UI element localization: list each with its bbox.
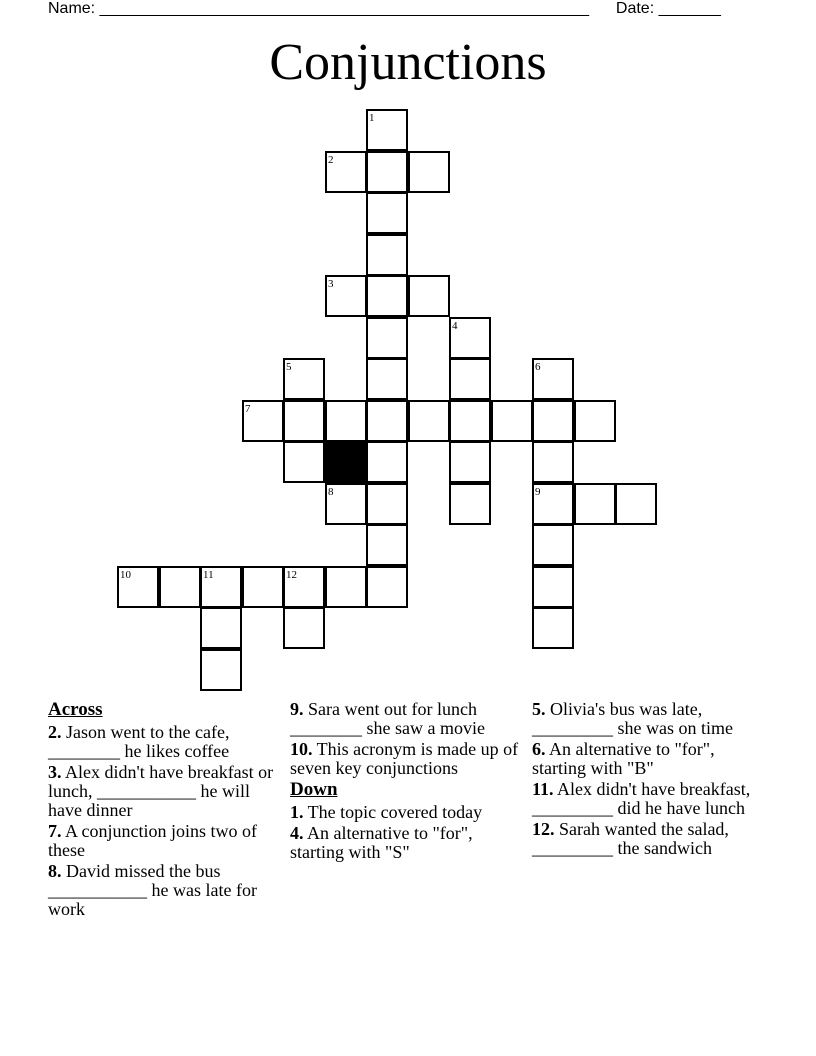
clue-number: 8. [48, 861, 62, 881]
clue [290, 803, 522, 822]
grid-cell[interactable] [408, 151, 450, 193]
grid-cell[interactable] [200, 607, 242, 649]
grid-cell[interactable] [200, 649, 242, 691]
grid-cell[interactable] [408, 275, 450, 317]
clue [48, 822, 276, 860]
grid-cell[interactable] [366, 483, 408, 525]
grid-cell[interactable] [532, 400, 574, 442]
grid-cell[interactable] [449, 483, 491, 525]
clue-text: Jason went to the cafe, ________ he likes coffee [48, 722, 230, 761]
grid-cell[interactable] [366, 234, 408, 276]
grid-cell[interactable] [366, 358, 408, 400]
clue-text: David missed the bus ___________ he was late for work [48, 861, 257, 919]
grid-cell[interactable] [532, 524, 574, 566]
grid-cell[interactable] [325, 566, 367, 608]
down-heading: Down [290, 779, 338, 800]
clue-number: 1 [369, 112, 375, 124]
date-label: Date: [615, 0, 659, 17]
clue-number: 8 [328, 486, 334, 498]
clue-number: 9. [290, 699, 304, 719]
clue-text: A conjunction joins two of these [48, 821, 257, 860]
clue [532, 700, 764, 738]
grid-cell[interactable] [615, 483, 657, 525]
grid-cell[interactable] [242, 566, 284, 608]
clue-text: Alex didn't have breakfast or lunch, ___________ he will have dinner [48, 762, 274, 820]
clue-number: 4. [290, 823, 304, 843]
clue-text: An alternative to "for", starting with "B" [532, 739, 715, 778]
grid-cell[interactable] [283, 607, 325, 649]
grid-cell[interactable] [408, 400, 450, 442]
clue [290, 824, 522, 862]
grid-cell[interactable] [366, 275, 408, 317]
grid-cell[interactable] [283, 400, 325, 442]
grid-cell[interactable] [449, 358, 491, 400]
clue-text: Olivia's bus was late, _________ she was on time [532, 699, 733, 738]
clue-number: 2 [328, 154, 334, 166]
page-title: Conjunctions [269, 34, 547, 91]
grid-cell[interactable] [532, 607, 574, 649]
clue-number: 4 [452, 320, 458, 332]
grid-cell[interactable] [366, 400, 408, 442]
grid-cell[interactable] [366, 192, 408, 234]
clue-number: 7. [48, 821, 62, 841]
clue-number: 5. [532, 699, 546, 719]
grid-cell[interactable] [366, 441, 408, 483]
clue [532, 820, 764, 858]
clue-number: 10 [120, 569, 131, 581]
clue-number: 3. [48, 762, 62, 782]
clue [290, 740, 522, 778]
clues-column-2 [290, 700, 522, 864]
grid-cell[interactable] [574, 483, 616, 525]
clue-number: 2. [48, 722, 62, 742]
clue-number: 7 [245, 403, 251, 415]
clue-text: This acronym is made up of seven key conjunctions [290, 739, 519, 778]
clue-number: 1. [290, 802, 304, 822]
clues-column-3 [532, 700, 764, 860]
clue-number: 12 [286, 569, 297, 581]
clue [48, 763, 276, 820]
clue-text: Sara went out for lunch ________ she saw a movie [290, 699, 485, 738]
grid-cell[interactable] [366, 566, 408, 608]
clue-number: 10. [290, 739, 313, 759]
grid-cell[interactable] [366, 151, 408, 193]
clue-text: The topic covered today [303, 802, 483, 822]
across-heading: Across [48, 699, 103, 720]
clue-text: An alternative to "for", starting with "S" [290, 823, 473, 862]
grid-cell[interactable] [574, 400, 616, 442]
clue [532, 740, 764, 778]
clue-number: 11 [203, 569, 214, 581]
clue-number: 3 [328, 278, 334, 290]
name-label: Name: [48, 0, 100, 17]
grid-cell[interactable] [283, 441, 325, 483]
grid-cell[interactable] [532, 441, 574, 483]
clue [48, 862, 276, 919]
clue-number: 9 [535, 486, 541, 498]
grid-cell[interactable] [366, 317, 408, 359]
clue-number: 12. [532, 819, 555, 839]
grid-cell[interactable] [449, 400, 491, 442]
clue-number: 6. [532, 739, 546, 759]
clue-text: Sarah wanted the salad, _________ the sandwich [532, 819, 729, 858]
grid-cell[interactable] [159, 566, 201, 608]
clue-number: 6 [535, 361, 541, 373]
name-line[interactable]: _______________________________________________________ [99, 0, 589, 17]
grid-cell[interactable] [532, 566, 574, 608]
clues-column-1 [48, 700, 276, 921]
clue-number: 11. [532, 779, 554, 799]
clue [532, 780, 764, 818]
grid-cell[interactable] [325, 400, 367, 442]
grid-cell[interactable] [449, 441, 491, 483]
clue [48, 723, 276, 761]
black-square [325, 441, 367, 483]
clue [290, 700, 522, 738]
grid-cell[interactable] [491, 400, 533, 442]
clue-number: 5 [286, 361, 292, 373]
clue-text: Alex didn't have breakfast, _________ did he have lunch [532, 779, 751, 818]
date-line[interactable]: _______ [658, 0, 721, 17]
grid-cell[interactable] [366, 524, 408, 566]
